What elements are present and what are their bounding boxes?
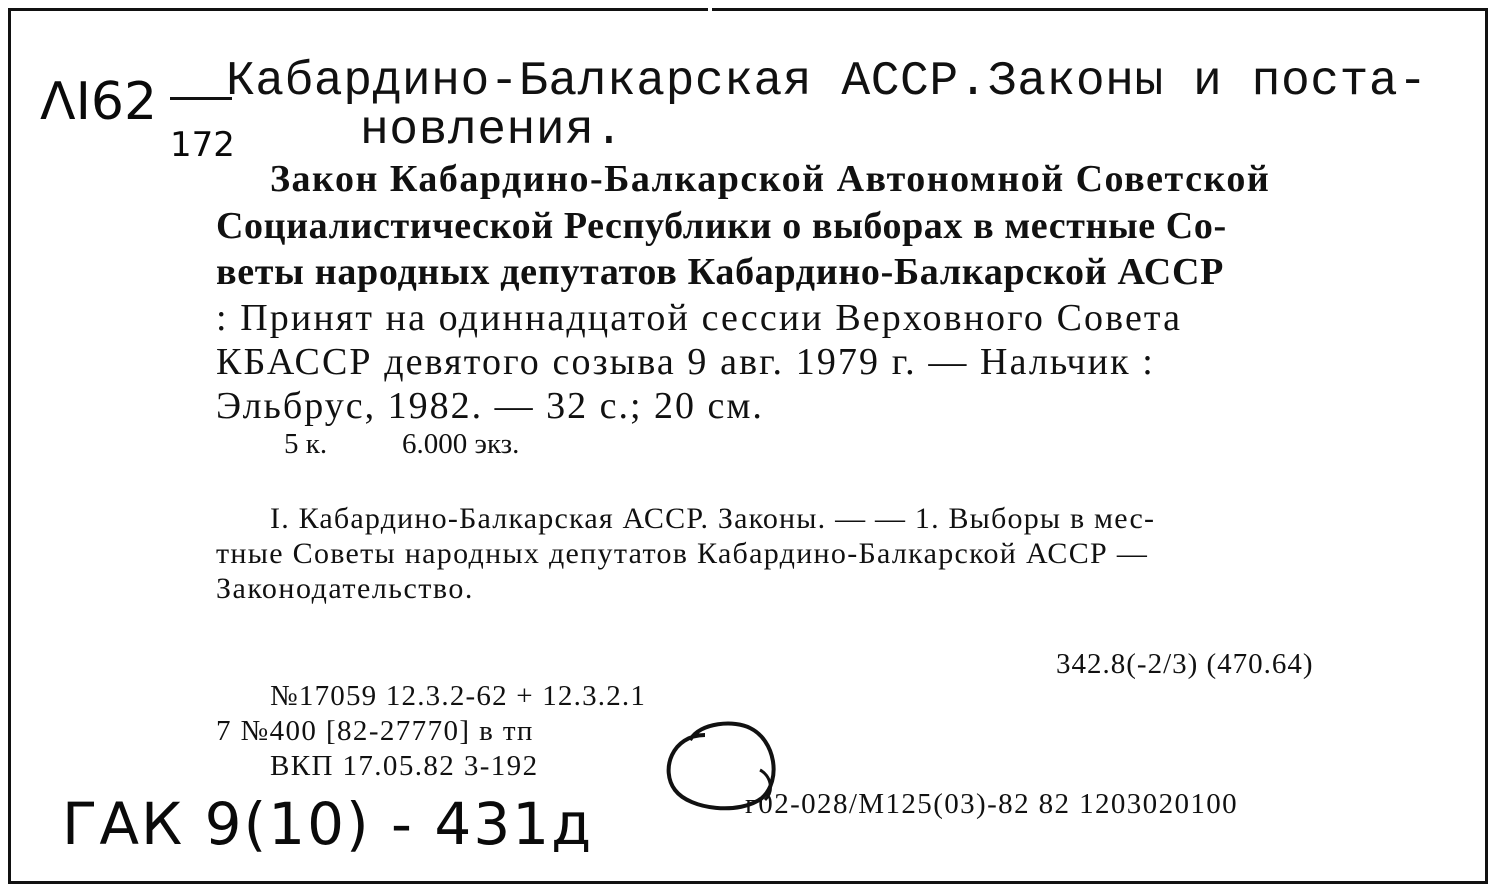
subject-line-3: Законодательство. [216, 572, 474, 605]
code-line: г02-028/М125(03)-82 82 1203020100 [745, 788, 1239, 820]
imprint-line-1: : Принят на одиннадцатой сессии Верховного Совета [216, 297, 1183, 339]
call-number-sub: 172 [170, 125, 235, 165]
record-line-1: №17059 12.3.2-62 + 12.3.2.1 [270, 680, 647, 712]
call-number: ΛІ62 [40, 72, 158, 132]
imprint-line-2: КБАССР девятого созыва 9 авг. 1979 г. — Нальчик : [216, 341, 1155, 383]
subject-line-1: I. Кабардино-Балкарская АССР. Законы. — — 1. Выборы в мес- [270, 502, 1156, 535]
handwritten-inventory-note: ГАК 9(10) - 431д [62, 790, 594, 858]
title-line-2: Социалистической Республики о выборах в местные Со- [216, 205, 1227, 247]
copies: 6.000 экз. [402, 428, 520, 460]
price: 5 к. [284, 428, 328, 460]
heading-line-2: новления. [360, 104, 624, 158]
subject-line-2: тные Советы народных депутатов Кабардино-Балкарской АССР — [216, 537, 1149, 570]
title-line-1: Закон Кабардино-Балкарской Автономной Советской [270, 158, 1271, 200]
record-line-2: 7 №400 [82-27770] в тп [216, 715, 534, 747]
record-line-3: ВКП 17.05.82 3-192 [270, 750, 539, 782]
title-line-3: веты народных депутатов Кабардино-Балкарской АССР [216, 251, 1224, 293]
imprint-line-3: Эльбрус, 1982. — 32 с.; 20 см. [216, 385, 764, 427]
classification: 342.8(-2/3) (470.64) [1056, 648, 1314, 680]
heading-line-1: Кабардино-Балкарская АССР.Законы и поста- [226, 55, 1428, 109]
